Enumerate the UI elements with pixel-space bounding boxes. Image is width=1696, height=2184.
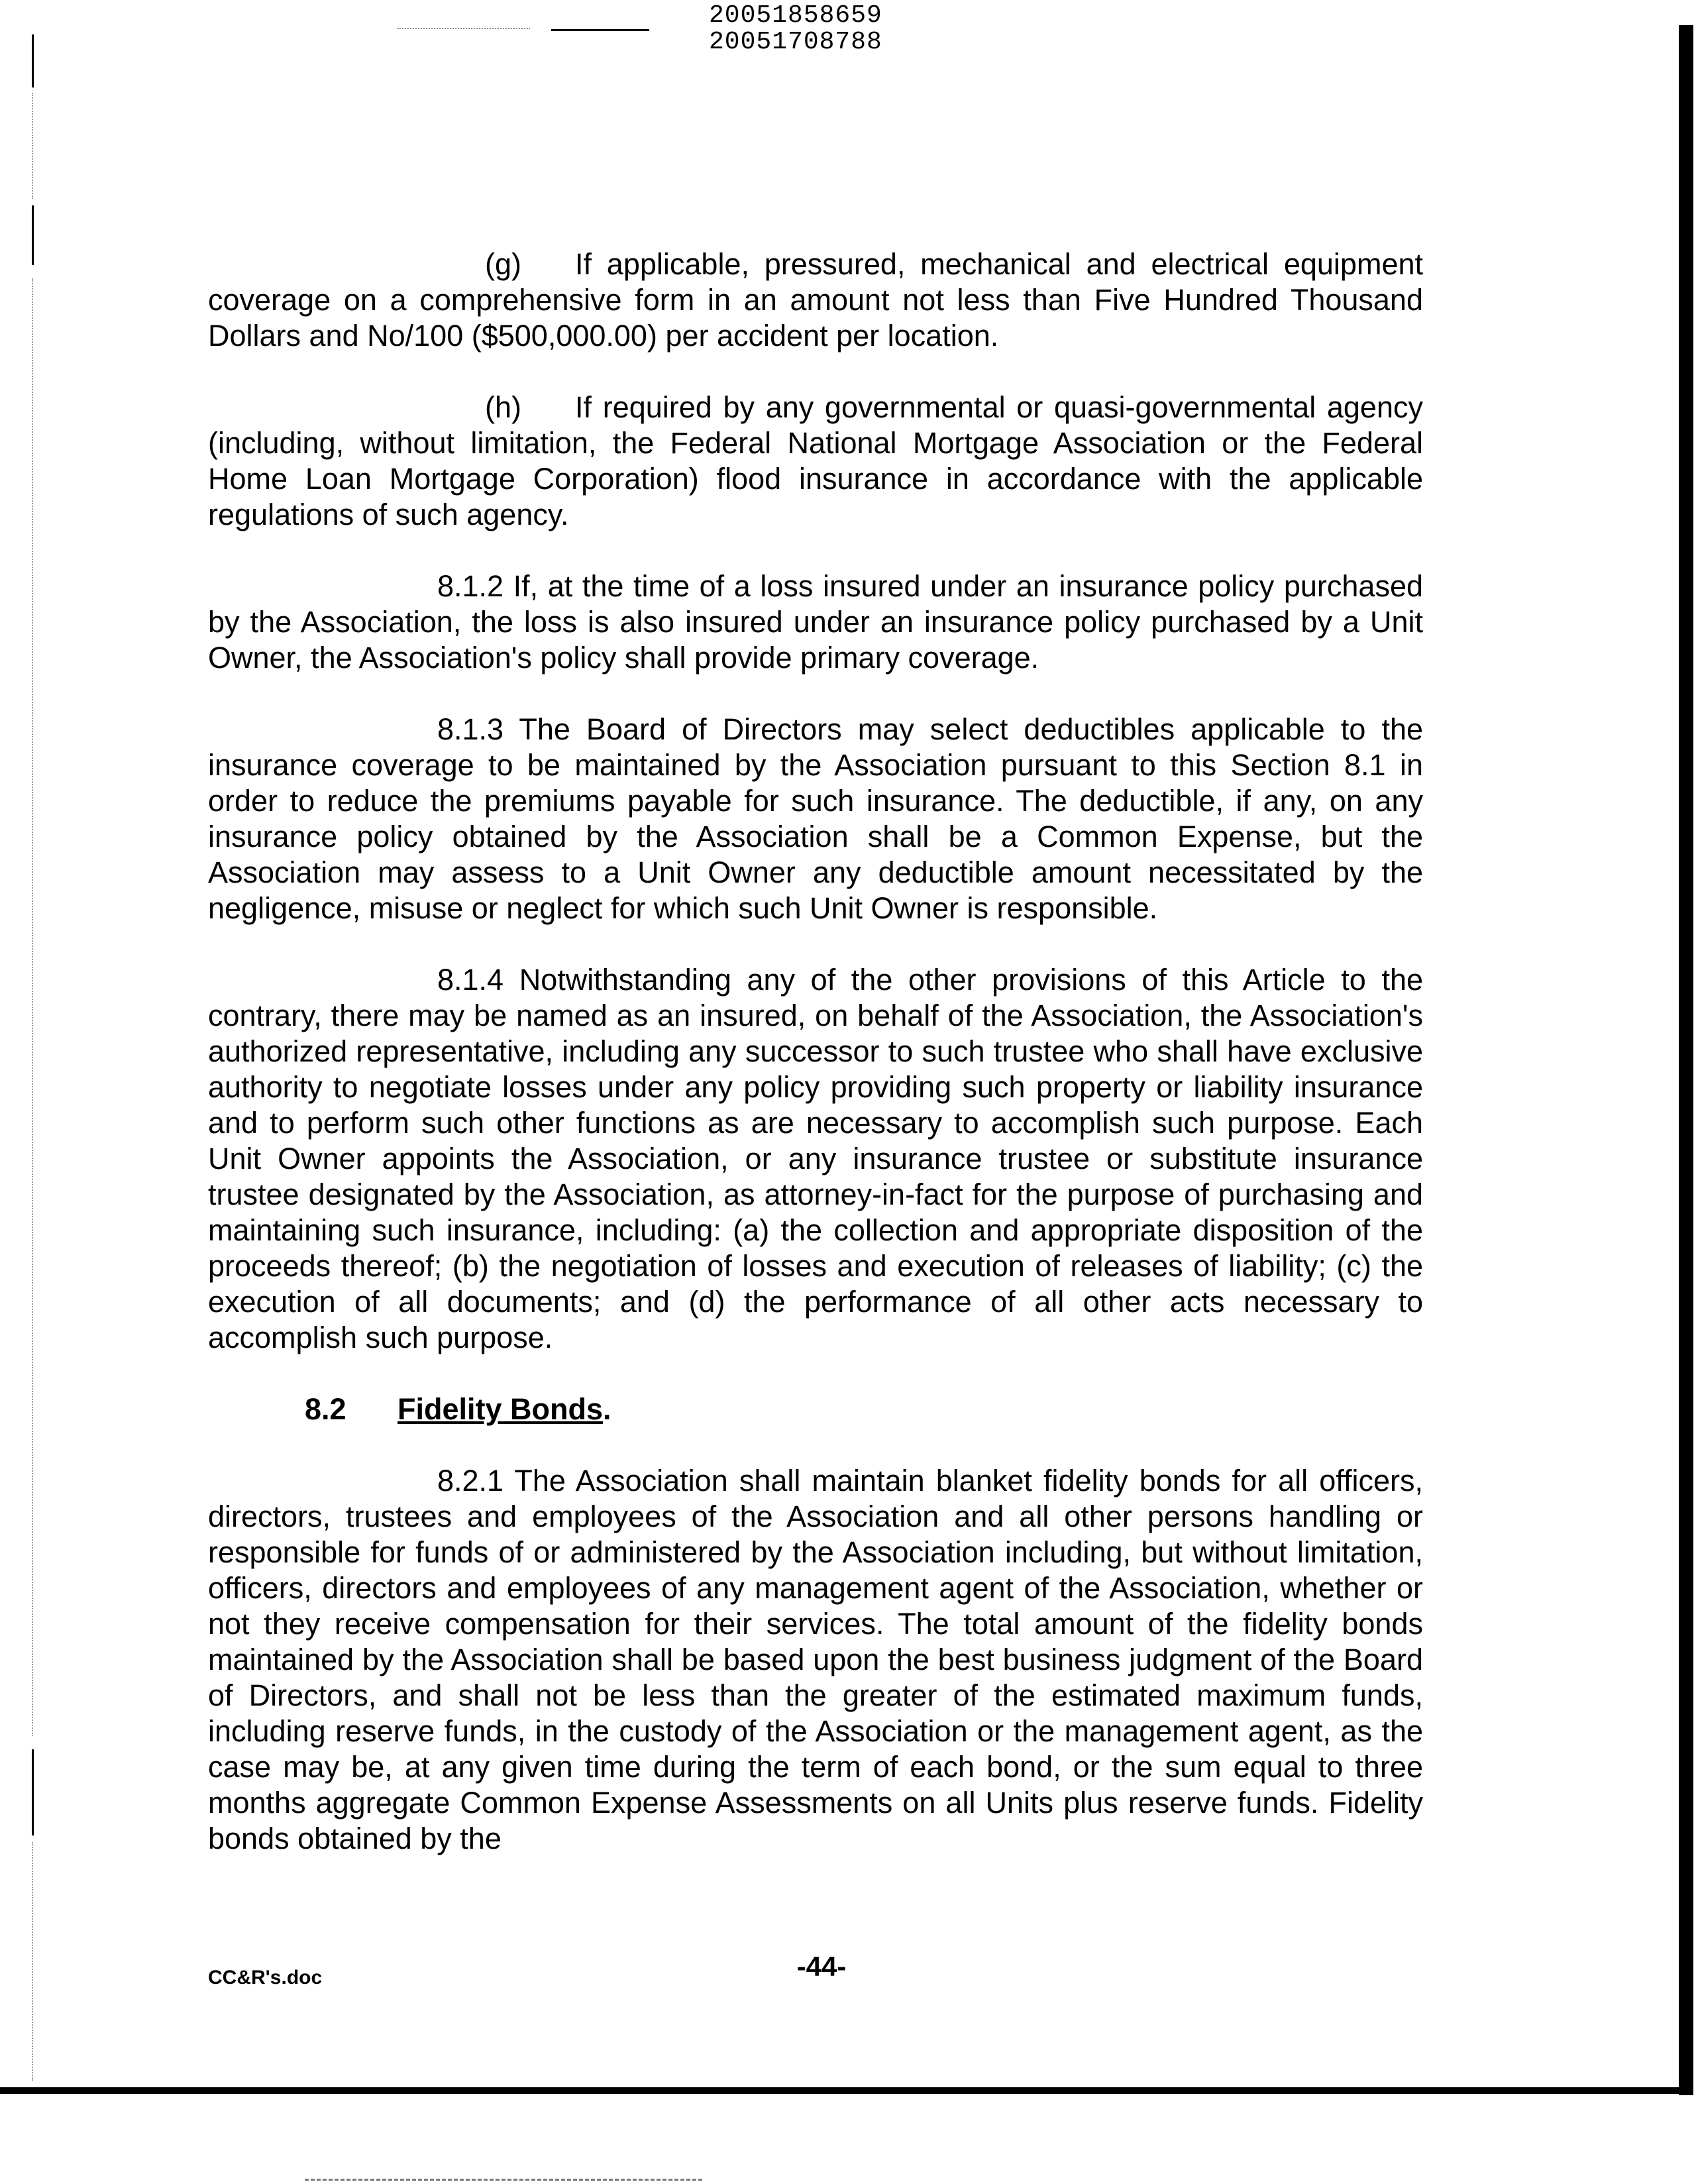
doc-number-1: 20051858659 bbox=[709, 1, 882, 30]
document-body bbox=[208, 246, 1423, 1892]
section-number: 8.2 bbox=[305, 1392, 346, 1426]
doc-number-2: 20051708788 bbox=[709, 28, 882, 56]
scan-edge-mark bbox=[32, 205, 34, 265]
paragraph-8-1-4: 8.1.4 Notwithstanding any of the other provisions of this Article to the contrary, there may be named as an insured, on behalf of the Association, the Association's authorized representative, including any successor to such trustee who shall have exclusive authority to negotiate losses under any policy providing such property or liability insurance and to perform such other functions as are necessary to accomplish such purpose. Each Unit Owner appoints the Association, or any insurance trustee or substitute insurance trustee designated by the Association, as attorney-in-fact for the purpose of purchasing and maintaining such insurance, including: (a) the collection and appropriate disposition of the proceeds thereof; (b) the negotiation of losses and execution of releases of liability; (c) the execution of all documents; and (d) the performance of all other acts necessary to accomplish such purpose. bbox=[208, 963, 1423, 1354]
scan-edge-dots bbox=[32, 93, 33, 199]
section-title-period: . bbox=[603, 1392, 611, 1426]
header-rule bbox=[551, 29, 649, 31]
paragraph-h bbox=[208, 390, 1423, 533]
scan-border-right bbox=[1679, 25, 1693, 2095]
header-dotted-mark bbox=[398, 28, 530, 30]
scan-edge-mark bbox=[32, 34, 34, 87]
section-heading-8-2 bbox=[208, 1392, 1423, 1427]
footer-document-name: CC&R's.doc bbox=[208, 1967, 323, 1989]
paragraph-g-text: If applicable, pressured, mechanical and electrical equipment coverage on a comprehensive form in an amount not less than Five Hundred Thousand Dollars and No/100 ($500,000.00) per accident per location. bbox=[208, 247, 1423, 353]
scan-bottom-dashes bbox=[305, 2179, 702, 2181]
scan-border-bottom bbox=[0, 2087, 1693, 2094]
scan-edge-dots bbox=[32, 278, 33, 1736]
scan-edge-dots bbox=[32, 1842, 33, 2081]
paragraph-h-text: If required by any governmental or quasi-governmental agency (including, without limitation, the Federal National Mortgage Association or the Federal Home Loan Mortgage Corporation) flood insurance in accordance with the applicable regulations of such agency. bbox=[208, 390, 1423, 531]
section-title: Fidelity Bonds bbox=[398, 1392, 604, 1426]
paragraph-8-2-1: 8.2.1 The Association shall maintain blanket fidelity bonds for all officers, directors, trustees and employees of the Association and all other persons handling or responsible for funds of or administered by the Association including, but without limitation, officers, directors and employees of any management agent of the Association, whether or not they receive compensation for their services. The total amount of the fidelity bonds maintained by the Association shall be based upon the best business judgment of the Board of Directors, and shall not be less than the greater of the estimated maximum funds, including reserve funds, in the custody of the Association or the management agent, as the case may be, at any given time during the term of each bond, or the sum equal to three months aggregate Common Expense Assessments on all Units plus reserve funds. Fidelity bonds obtained by the bbox=[208, 1464, 1423, 1855]
paragraph-8-1-2: 8.1.2 If, at the time of a loss insured under an insurance policy purchased by the Association, the loss is also insured under an insurance policy purchased by a Unit Owner, the Association's policy shall provide primary coverage. bbox=[208, 569, 1423, 675]
paragraph-8-1-3: 8.1.3 The Board of Directors may select deductibles applicable to the insurance coverage to be maintained by the Association pursuant to this Section 8.1 in order to reduce the premiums payable for such insurance. The deductible, if any, on any insurance policy obtained by the Association shall be a Common Expense, but the Association may assess to a Unit Owner any deductible amount necessitated by the negligence, misuse or neglect for which such Unit Owner is responsible. bbox=[208, 712, 1423, 925]
paragraph-g bbox=[208, 246, 1423, 354]
paragraph-h-label: (h) bbox=[485, 390, 521, 424]
scan-edge-mark bbox=[32, 1749, 34, 1835]
footer-page-number: -44- bbox=[796, 1951, 847, 1982]
paragraph-g-label: (g) bbox=[485, 247, 521, 281]
document-numbers bbox=[709, 3, 987, 56]
